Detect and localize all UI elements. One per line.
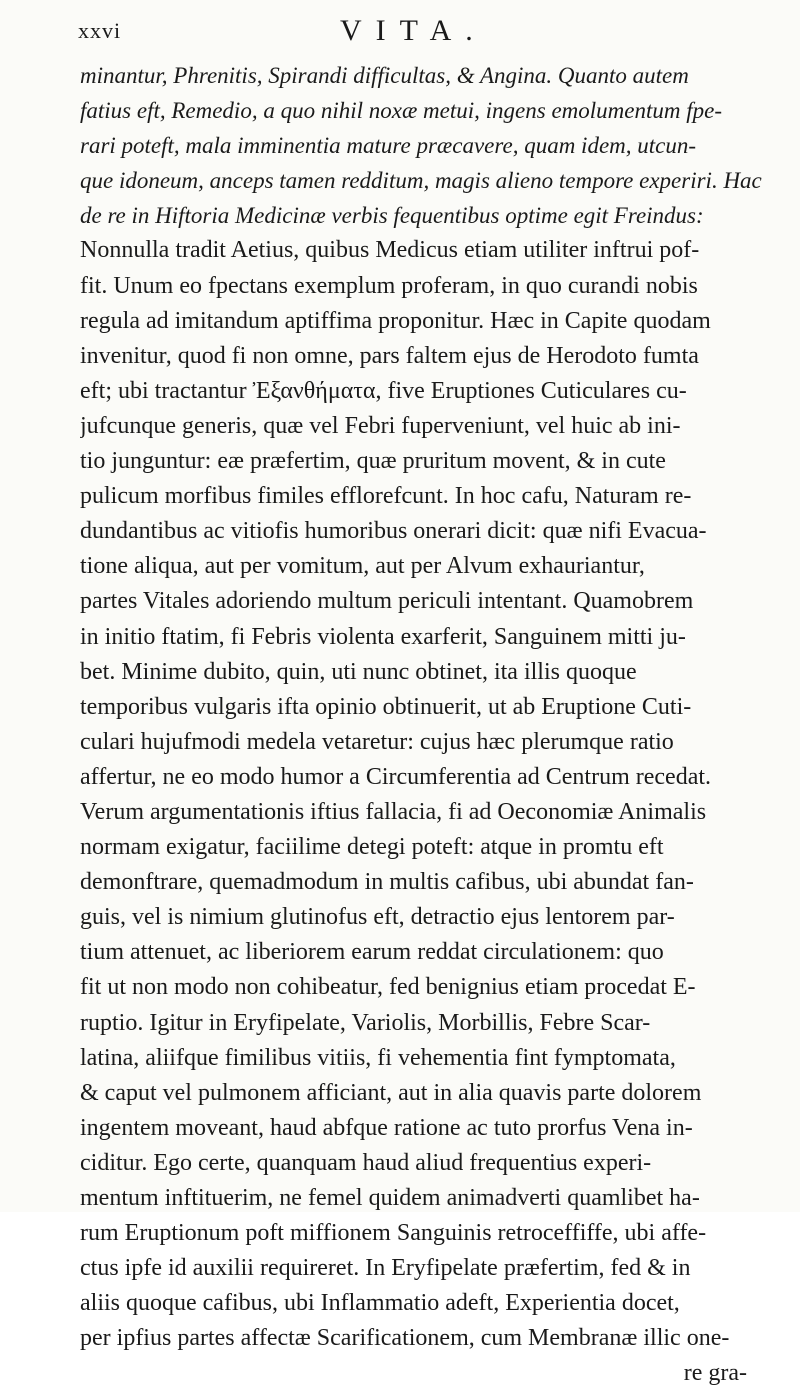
text-line: rari poteft, mala imminentia mature præcavere, quam idem, utcun- bbox=[80, 133, 697, 159]
text-line: fatius eft, Remedio, a quo nihil noxæ metui, ingens emolumentum fpe- bbox=[80, 98, 722, 124]
text-line: de re in Hiftoria Medicinæ verbis fequentibus optime egit Freindus: bbox=[80, 203, 704, 229]
text-line: & caput vel pulmonem afficiant, aut in alia quavis parte dolorem bbox=[80, 1079, 702, 1106]
text-line: tium attenuet, ac liberiorem earum reddat circulationem: quo bbox=[80, 939, 664, 966]
text-line: dundantibus ac vitiofis humoribus onerari dicit: quæ nifi Evacua- bbox=[80, 518, 707, 545]
text-line: invenitur, quod fi non omne, pars faltem ejus de Herodoto fumta bbox=[80, 342, 699, 369]
text-line: in initio ftatim, fi Febris violenta exarferit, Sanguinem mitti ju- bbox=[80, 623, 686, 650]
text-line: jufcunque generis, quæ vel Febri fuperveniunt, vel huic ab ini- bbox=[80, 412, 681, 439]
text-line: fit. Unum eo fpectans exemplum proferam, in quo curandi nobis bbox=[80, 272, 698, 299]
text-line: fit ut non modo non cohibeatur, fed benignius etiam procedat E- bbox=[80, 974, 696, 1001]
text-line: partes Vitales adoriendo multum periculi intentant. Quamobrem bbox=[80, 588, 694, 615]
text-line: rum Eruptionum poft miffionem Sanguinis retroceffiffe, ubi affe- bbox=[80, 1220, 707, 1247]
body-text bbox=[80, 58, 775, 1392]
text-line: aliis quoque cafibus, ubi Inflammatio adeft, Experientia docet, bbox=[80, 1290, 680, 1317]
text-line: mentum inftituerim, ne femel quidem animadverti quamlibet ha- bbox=[80, 1185, 700, 1211]
text-line: bet. Minime dubito, quin, uti nunc obtinet, ita illis quoque bbox=[80, 658, 637, 685]
text-line: tione aliqua, aut per vomitum, aut per Alvum exhauriantur, bbox=[80, 553, 645, 580]
text-line: ciditur. Ego certe, quanquam haud aliud frequentius experi- bbox=[80, 1149, 652, 1176]
text-line: per ipfius partes affectæ Scarificationem, cum Membranæ illic one- bbox=[80, 1325, 730, 1352]
running-head: VITA. bbox=[340, 14, 487, 47]
text-line: ruptio. Igitur in Eryfipelate, Variolis, Morbillis, Febre Scar- bbox=[80, 1009, 651, 1036]
page-header bbox=[78, 14, 768, 54]
catchword: re gra- bbox=[683, 1360, 747, 1387]
text-line: tio junguntur: eæ præfertim, quæ pruritum movent, & in cute bbox=[80, 448, 666, 475]
text-line: ctus ipfe id auxilii requireret. In Eryfipelate præfertim, fed & in bbox=[80, 1255, 691, 1282]
text-line: normam exigatur, faciilime detegi poteft: atque in promtu eft bbox=[80, 834, 664, 861]
text-line: culari hujufmodi medela vetaretur: cujus hæc plerumque ratio bbox=[80, 728, 674, 755]
page-number: xxvi bbox=[78, 18, 122, 43]
text-line: regula ad imitandum aptiffima proponitur. Hæc in Capite quodam bbox=[80, 307, 711, 334]
text-line: pulicum morfibus fimiles efflorefcunt. In hoc cafu, Naturam re- bbox=[80, 483, 692, 510]
text-line: Verum argumentationis iftius fallacia, fi ad Oeconomiæ Animalis bbox=[80, 798, 707, 825]
text-line: minantur, Phrenitis, Spirandi difficultas, & Angina. Quanto autem bbox=[80, 63, 689, 88]
text-line: demonftrare, quemadmodum in multis cafibus, ubi abundat fan- bbox=[80, 869, 694, 896]
text-line: affertur, ne eo modo humor a Circumferentia ad Centrum recedat. bbox=[80, 763, 712, 790]
text-line: temporibus vulgaris ifta opinio obtinuerit, ut ab Eruptione Cuti- bbox=[80, 693, 692, 720]
text-line: ingentem moveant, haud abfque ratione ac tuto prorfus Vena in- bbox=[80, 1114, 693, 1141]
text-line: que idoneum, anceps tamen redditum, magis alieno tempore experiri. Hac bbox=[80, 168, 762, 194]
text-line: Nonnulla tradit Aetius, quibus Medicus etiam utiliter inftrui pof- bbox=[80, 237, 700, 264]
text-line: eft; ubi tractantur Ἐξανθήματα, five Eruptiones Cuticulares cu- bbox=[80, 377, 687, 404]
text-line: latina, aliifque fimilibus vitiis, fi vehementia fint fymptomata, bbox=[80, 1044, 676, 1071]
text-line: guis, vel is nimium glutinofus eft, detractio ejus lentorem par- bbox=[80, 904, 675, 931]
